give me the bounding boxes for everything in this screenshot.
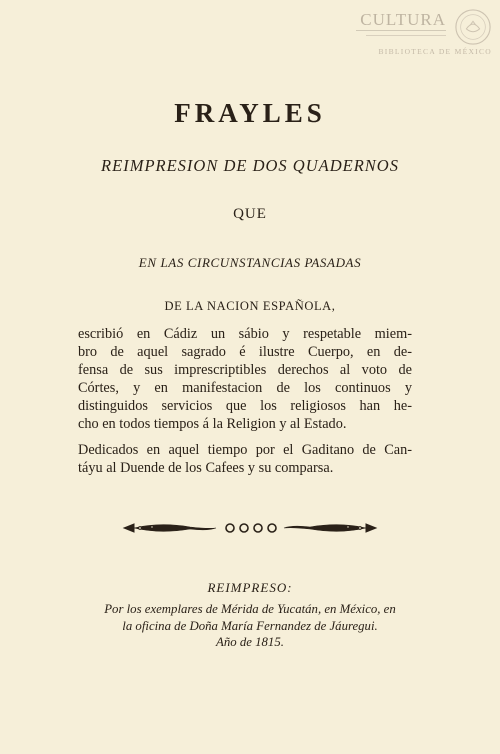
watermark-rule xyxy=(366,35,446,37)
text-line: distinguidos servicios que los religiosos han he- xyxy=(78,398,412,414)
watermark-rule xyxy=(356,30,446,32)
text-line: fensa de sus imprescriptibles derechos al voto de xyxy=(78,362,412,378)
que-line: QUE xyxy=(233,206,267,222)
circumstances-line: EN LAS CIRCUNSTANCIAS PASADAS xyxy=(138,255,362,270)
imprint-line: Por los exemplares de Mérida de Yucatán, en México, en xyxy=(104,602,396,616)
seal-icon xyxy=(454,8,492,46)
imprint-line: la oficina de Doña María Fernandez de Jáuregui. xyxy=(122,618,378,633)
text-line: Córtes, y en manifestacion de los continuos y xyxy=(78,380,412,396)
text-line: escribió en Cádiz un sábio y respetable miem- xyxy=(78,326,412,342)
text-line: táyu al Duende de los Cafees y su comparsa. xyxy=(78,460,334,476)
imprint-line: Año de 1815. xyxy=(216,635,284,649)
watermark xyxy=(344,6,494,58)
reprinted-heading: REIMPRESO: xyxy=(207,580,293,595)
watermark-subtitle: BIBLIOTECA DE MÉXICO xyxy=(378,47,492,56)
imprint xyxy=(76,601,424,651)
text-line: bro de aquel sagrado é ilustre Cuerpo, en de- xyxy=(78,344,412,360)
page-title: FRAYLES xyxy=(174,98,326,128)
text-line: Dedicados en aquel tiempo por el Gaditano de Can- xyxy=(78,442,412,458)
paragraph-authorship xyxy=(78,325,412,433)
text-line: cho en todos tiempos á la Religion y al Estado. xyxy=(78,416,347,432)
paragraph-dedication xyxy=(78,441,412,477)
ornament-divider xyxy=(120,518,380,538)
watermark-title: CULTURA xyxy=(360,10,446,29)
nation-line: DE LA NACION ESPAÑOLA, xyxy=(164,299,336,313)
subtitle: REIMPRESION DE DOS QUADERNOS xyxy=(101,156,399,175)
